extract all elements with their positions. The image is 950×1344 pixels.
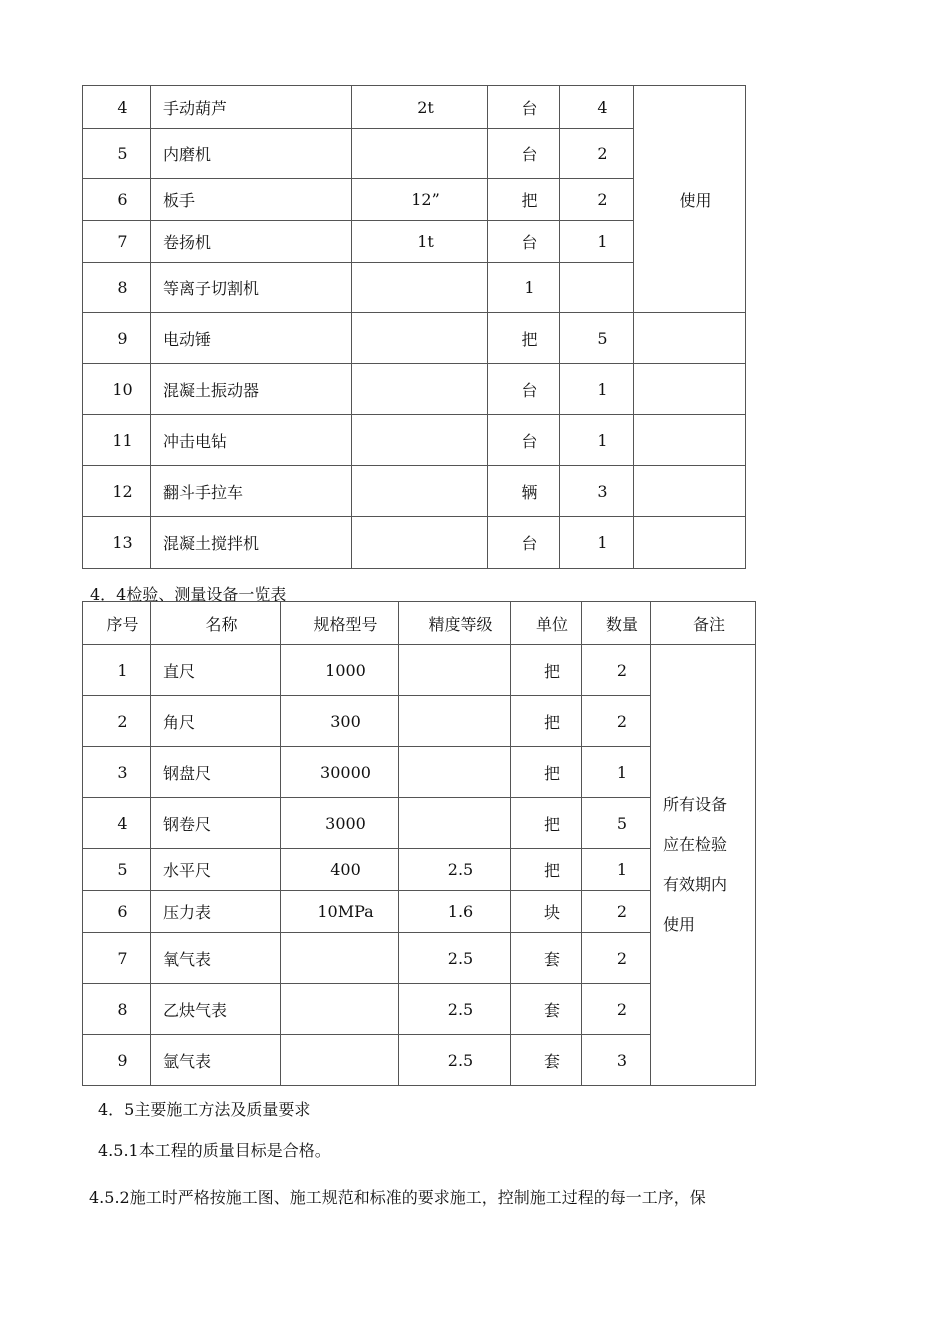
row-qty: 2: [582, 645, 651, 696]
row-spec: [281, 984, 399, 1035]
row-unit: 把: [511, 696, 582, 747]
row-qty: 2: [560, 179, 634, 221]
row-name: 内磨机: [151, 129, 352, 179]
row-no: 8: [83, 984, 151, 1035]
row-name: 钢卷尺: [151, 798, 281, 849]
row-qty: 4: [560, 86, 634, 129]
row-qty: 3: [560, 466, 634, 517]
row-qty: 1: [560, 415, 634, 466]
row-no: 4: [83, 798, 151, 849]
row-grade: 2.5: [399, 1035, 511, 1086]
row-no: 4: [83, 86, 151, 129]
remark-line: 使用: [663, 915, 696, 934]
remark-line: 应在检验: [663, 835, 728, 854]
row-name: 板手: [151, 179, 352, 221]
row-spec: 12”: [352, 179, 488, 221]
row-qty: 1: [582, 747, 651, 798]
remark-cell-empty: [634, 517, 746, 569]
row-unit: 辆: [488, 466, 560, 517]
row-grade: 2.5: [399, 849, 511, 891]
row-spec: 1000: [281, 645, 399, 696]
table-row: [83, 86, 746, 129]
row-spec: [352, 517, 488, 569]
row-no: 13: [83, 517, 151, 569]
row-no: 2: [83, 696, 151, 747]
row-unit: 台: [488, 86, 560, 129]
row-spec: [352, 313, 488, 364]
row-unit: 块: [511, 891, 582, 933]
table-row: [83, 466, 746, 517]
paragraph: 4.5.1本工程的质量目标是合格。: [98, 1141, 331, 1160]
row-unit: 把: [511, 747, 582, 798]
row-name: 翻斗手拉车: [151, 466, 352, 517]
remark-cell: 使用: [634, 86, 746, 313]
section-heading: 4．5主要施工方法及质量要求: [98, 1100, 311, 1119]
remark-line: 所有设备: [663, 795, 728, 814]
row-grade: [399, 696, 511, 747]
row-no: 9: [83, 1035, 151, 1086]
row-grade: 2.5: [399, 984, 511, 1035]
row-spec: [352, 466, 488, 517]
row-grade: 2.5: [399, 933, 511, 984]
row-no: 7: [83, 933, 151, 984]
row-no: 6: [83, 179, 151, 221]
row-qty: 5: [560, 313, 634, 364]
row-qty: 2: [582, 984, 651, 1035]
row-no: 9: [83, 313, 151, 364]
header-qty: 数量: [582, 602, 651, 645]
header-remark: 备注: [651, 602, 756, 645]
row-name: 冲击电钻: [151, 415, 352, 466]
row-no: 8: [83, 263, 151, 313]
row-name: 手动葫芦: [151, 86, 352, 129]
row-unit: 把: [511, 798, 582, 849]
row-spec: [352, 129, 488, 179]
row-name: 角尺: [151, 696, 281, 747]
row-name: 钢盘尺: [151, 747, 281, 798]
row-qty: 1: [582, 849, 651, 891]
row-spec: [352, 263, 488, 313]
table-row: [83, 517, 746, 569]
remark-cell-empty: [634, 313, 746, 364]
row-qty: 1: [560, 364, 634, 415]
row-spec: 3000: [281, 798, 399, 849]
table-row: [83, 645, 756, 696]
row-name: 混凝土振动器: [151, 364, 352, 415]
row-name: 氧气表: [151, 933, 281, 984]
table-header-row: [83, 602, 756, 645]
row-name: 电动锤: [151, 313, 352, 364]
row-spec: [352, 415, 488, 466]
header-spec: 规格型号: [281, 602, 399, 645]
row-unit: 套: [511, 984, 582, 1035]
row-unit: 1: [488, 263, 560, 313]
row-grade: 1.6: [399, 891, 511, 933]
table-row: [83, 415, 746, 466]
header-no: 序号: [83, 602, 151, 645]
row-unit: 套: [511, 1035, 582, 1086]
measuring-equipment-table: [82, 601, 756, 1086]
row-name: 混凝土搅拌机: [151, 517, 352, 569]
row-qty: 2: [582, 696, 651, 747]
row-name: 乙炔气表: [151, 984, 281, 1035]
row-spec: 1t: [352, 221, 488, 263]
row-name: 水平尺: [151, 849, 281, 891]
row-unit: 台: [488, 517, 560, 569]
row-no: 7: [83, 221, 151, 263]
header-unit: 单位: [511, 602, 582, 645]
header-grade: 精度等级: [399, 602, 511, 645]
equipment-table: [82, 85, 746, 569]
row-name: 卷扬机: [151, 221, 352, 263]
row-qty: 2: [582, 891, 651, 933]
row-no: 10: [83, 364, 151, 415]
row-grade: [399, 645, 511, 696]
table-row: [83, 364, 746, 415]
row-qty: 2: [582, 933, 651, 984]
row-unit: 把: [511, 849, 582, 891]
row-qty: 5: [582, 798, 651, 849]
row-spec: 300: [281, 696, 399, 747]
paragraph: 4.5.2施工时严格按施工图、施工规范和标准的要求施工，控制施工过程的每一工序，保: [89, 1188, 706, 1207]
row-unit: 把: [488, 179, 560, 221]
row-no: 11: [83, 415, 151, 466]
row-unit: 把: [488, 313, 560, 364]
table-row: [83, 313, 746, 364]
row-spec: 2t: [352, 86, 488, 129]
row-spec: 400: [281, 849, 399, 891]
row-no: 6: [83, 891, 151, 933]
row-spec: [281, 1035, 399, 1086]
remark-cell-empty: [634, 466, 746, 517]
row-unit: 台: [488, 415, 560, 466]
row-qty: 1: [560, 221, 634, 263]
row-grade: [399, 747, 511, 798]
row-no: 12: [83, 466, 151, 517]
row-unit: 台: [488, 221, 560, 263]
row-spec: 10MPa: [281, 891, 399, 933]
row-spec: [281, 933, 399, 984]
row-unit: 台: [488, 129, 560, 179]
row-spec: [352, 364, 488, 415]
row-qty: 2: [560, 129, 634, 179]
remark-cell-empty: [634, 364, 746, 415]
row-no: 5: [83, 849, 151, 891]
remark-line: 有效期内: [663, 875, 728, 894]
row-name: 等离子切割机: [151, 263, 352, 313]
row-no: 3: [83, 747, 151, 798]
row-name: 压力表: [151, 891, 281, 933]
row-qty: 3: [582, 1035, 651, 1086]
row-qty: 1: [560, 517, 634, 569]
row-no: 1: [83, 645, 151, 696]
row-unit: 套: [511, 933, 582, 984]
remark-cell-empty: [634, 415, 746, 466]
row-no: 5: [83, 129, 151, 179]
row-name: 氩气表: [151, 1035, 281, 1086]
header-name: 名称: [151, 602, 281, 645]
row-spec: 30000: [281, 747, 399, 798]
row-unit: 把: [511, 645, 582, 696]
row-unit: 台: [488, 364, 560, 415]
remark-cell: [651, 645, 756, 1086]
row-name: 直尺: [151, 645, 281, 696]
row-grade: [399, 798, 511, 849]
section-heading: 4．4检验、测量设备一览表: [90, 585, 287, 604]
row-qty: [560, 263, 634, 313]
